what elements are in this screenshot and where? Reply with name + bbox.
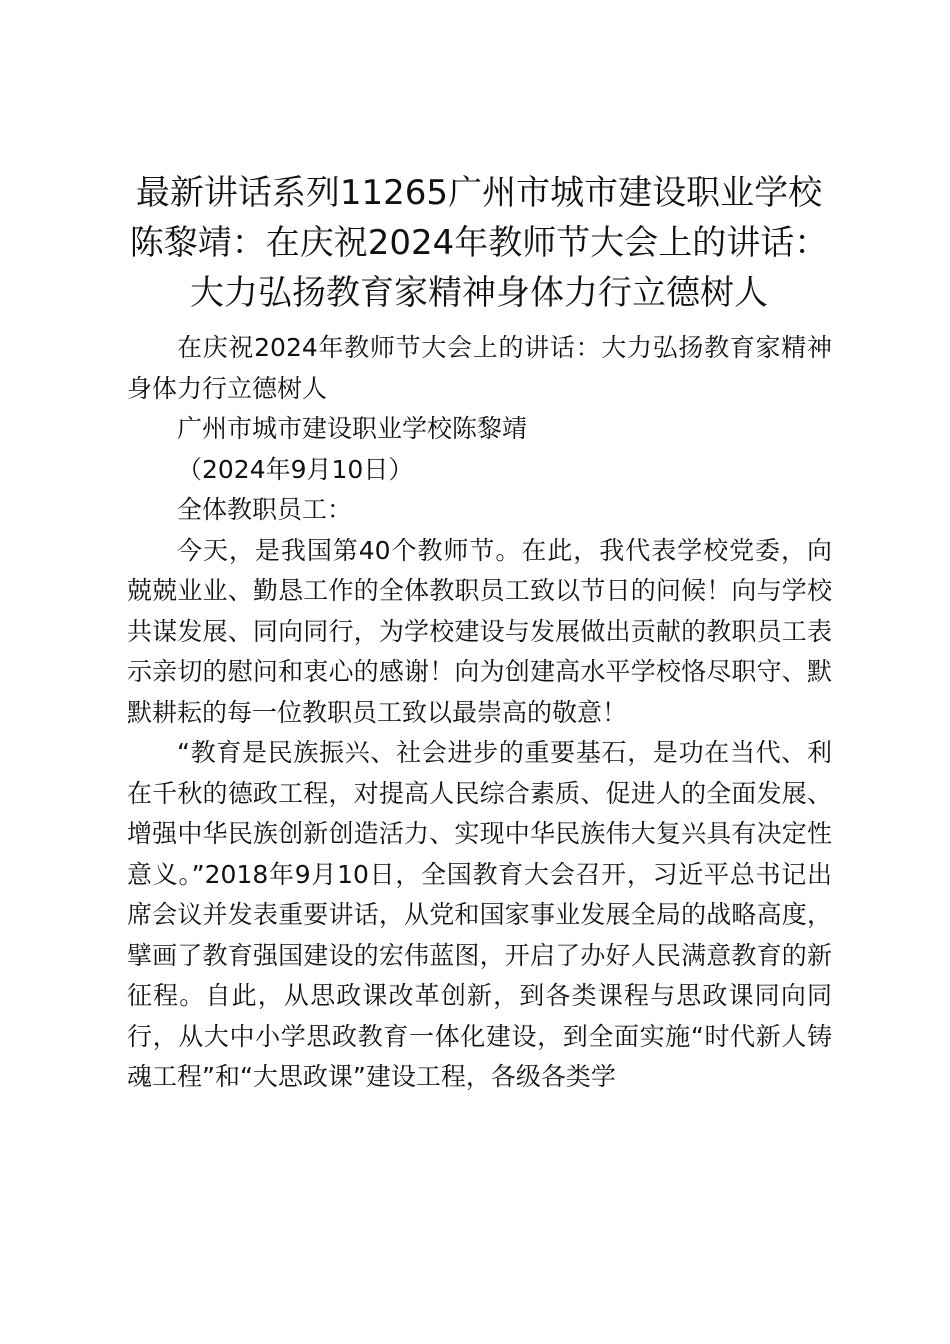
salutation: 全体教职员工： xyxy=(177,495,353,524)
body-paragraph: “教育是民族振兴、社会进步的重要基石，是功在当代、利在千秋的德政工程，对提高人民综合素质、促进人的全面发展、增强中华民族创新创造活力、实现中华民族伟大复兴具有决定性意义。”2018年9月10日，全国教育大会召开，习近平总书记出席会议并发表重要讲话，从党和国家事业发展全局的战略高度，擘画了教育强国建设的宏伟蓝图，开启了办好人民满意教育的新征程。自此，从思政课改革创新，到各类课程与思政课同向同行，从大中小学思政教育一体化建设，到全面实施“时代新人铸魂工程”和“大思政课”建设工程，各级各类学 xyxy=(127,738,832,1091)
document-body xyxy=(127,328,832,1098)
speech-subtitle: 在庆祝2024年教师节大会上的讲话：大力弘扬教育家精神身体力行立德树人 xyxy=(127,333,832,403)
body-paragraph: 今天，是我国第40个教师节。在此，我代表学校党委，向兢兢业业、勤恳工作的全体教职员工致以节日的问候！向与学校共谋发展、同向同行，为学校建设与发展做出贡献的教职员工表示亲切的慰问和衷心的感谢！向为创建高水平学校恪尽职守、默默耕耘的每一位教职员工致以最崇高的敬意！ xyxy=(127,535,832,727)
speech-date: （2024年9月10日） xyxy=(177,454,414,484)
document-title: 最新讲话系列11265广州市城市建设职业学校陈黎靖：在庆祝2024年教师节大会上的讲话：大力弘扬教育家精神身体力行立德树人 xyxy=(129,173,829,313)
speech-author: 广州市城市建设职业学校陈黎靖 xyxy=(177,414,528,443)
